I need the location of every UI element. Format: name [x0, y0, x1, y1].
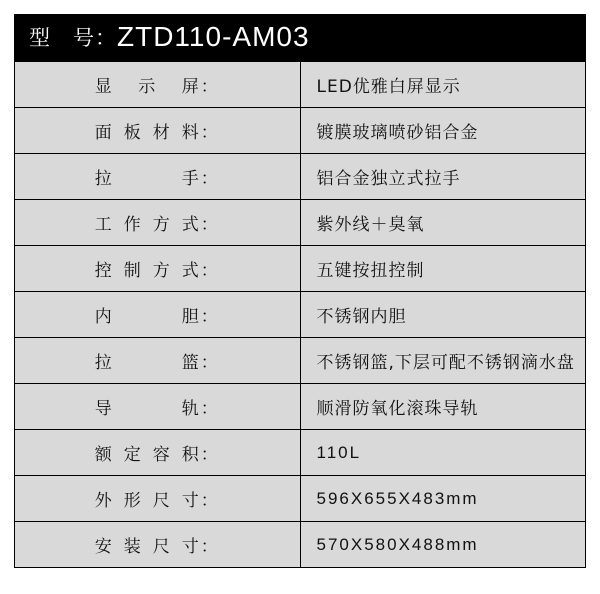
spec-label-colon: ： — [200, 445, 218, 465]
spec-label-colon: ： — [200, 169, 218, 189]
spec-value-cell: 五键按扭控制 — [300, 246, 586, 292]
spec-value-cell: 不锈钢内胆 — [300, 292, 586, 338]
spec-value-cell: 570X580X488mm — [300, 522, 586, 568]
spec-label-cell — [15, 430, 301, 476]
spec-table — [14, 14, 586, 568]
spec-value-cell: 110L — [300, 430, 586, 476]
table-row — [15, 338, 586, 384]
spec-label-cell — [15, 246, 301, 292]
spec-label-cell — [15, 292, 301, 338]
spec-label-cell — [15, 200, 301, 246]
spec-label-colon: ： — [200, 261, 218, 281]
spec-value-cell: 紫外线＋臭氧 — [300, 200, 586, 246]
spec-value-cell: 镀膜玻璃喷砂铝合金 — [300, 108, 586, 154]
spec-value-cell: 顺滑防氧化滚珠导轨 — [300, 384, 586, 430]
spec-label-cell — [15, 338, 301, 384]
table-row — [15, 384, 586, 430]
model-header-cell — [15, 15, 586, 62]
spec-label-colon: ： — [200, 353, 218, 373]
spec-label-cell — [15, 62, 301, 108]
spec-label-text: 外形尺寸 — [94, 491, 199, 511]
table-row — [15, 108, 586, 154]
spec-label-text: 显 示 屏 — [94, 77, 199, 97]
spec-label-cell — [15, 522, 301, 568]
spec-value-cell: 不锈钢篮,下层可配不锈钢滴水盘 — [300, 338, 586, 384]
spec-label-cell — [15, 108, 301, 154]
spec-label-text: 安装尺寸 — [94, 537, 199, 557]
table-row — [15, 200, 586, 246]
spec-label-text: 控制方式 — [94, 261, 199, 281]
spec-label-colon: ： — [200, 491, 218, 511]
table-row — [15, 522, 586, 568]
spec-label-text: 导 轨 — [94, 399, 199, 419]
table-row — [15, 154, 586, 200]
spec-label-colon: ： — [200, 215, 218, 235]
spec-value-cell: LED优雅白屏显示 — [300, 62, 586, 108]
spec-label-text: 拉 篮 — [94, 353, 199, 373]
spec-label-text: 面板材料 — [94, 123, 199, 143]
spec-label-colon: ： — [200, 537, 218, 557]
table-row — [15, 292, 586, 338]
spec-label-colon: ： — [200, 123, 218, 143]
spec-label-text: 工作方式 — [94, 215, 199, 235]
spec-label-cell — [15, 154, 301, 200]
spec-label-text: 内 胆 — [94, 307, 199, 327]
table-row — [15, 430, 586, 476]
model-value: ZTD110-AM03 — [117, 21, 310, 52]
spec-table-body — [15, 15, 586, 568]
spec-label-colon: ： — [200, 399, 218, 419]
spec-label-cell — [15, 476, 301, 522]
spec-table-header-row — [15, 15, 586, 62]
table-row — [15, 246, 586, 292]
table-row — [15, 62, 586, 108]
spec-label-text: 拉 手 — [94, 169, 199, 189]
spec-label-colon: ： — [200, 77, 218, 97]
spec-label-cell — [15, 384, 301, 430]
spec-label-text: 额定容积 — [94, 445, 199, 465]
spec-value-cell: 596X655X483mm — [300, 476, 586, 522]
spec-value-cell: 铝合金独立式拉手 — [300, 154, 586, 200]
table-row — [15, 476, 586, 522]
model-label: 型 号： — [29, 26, 117, 50]
spec-label-colon: ： — [200, 307, 218, 327]
